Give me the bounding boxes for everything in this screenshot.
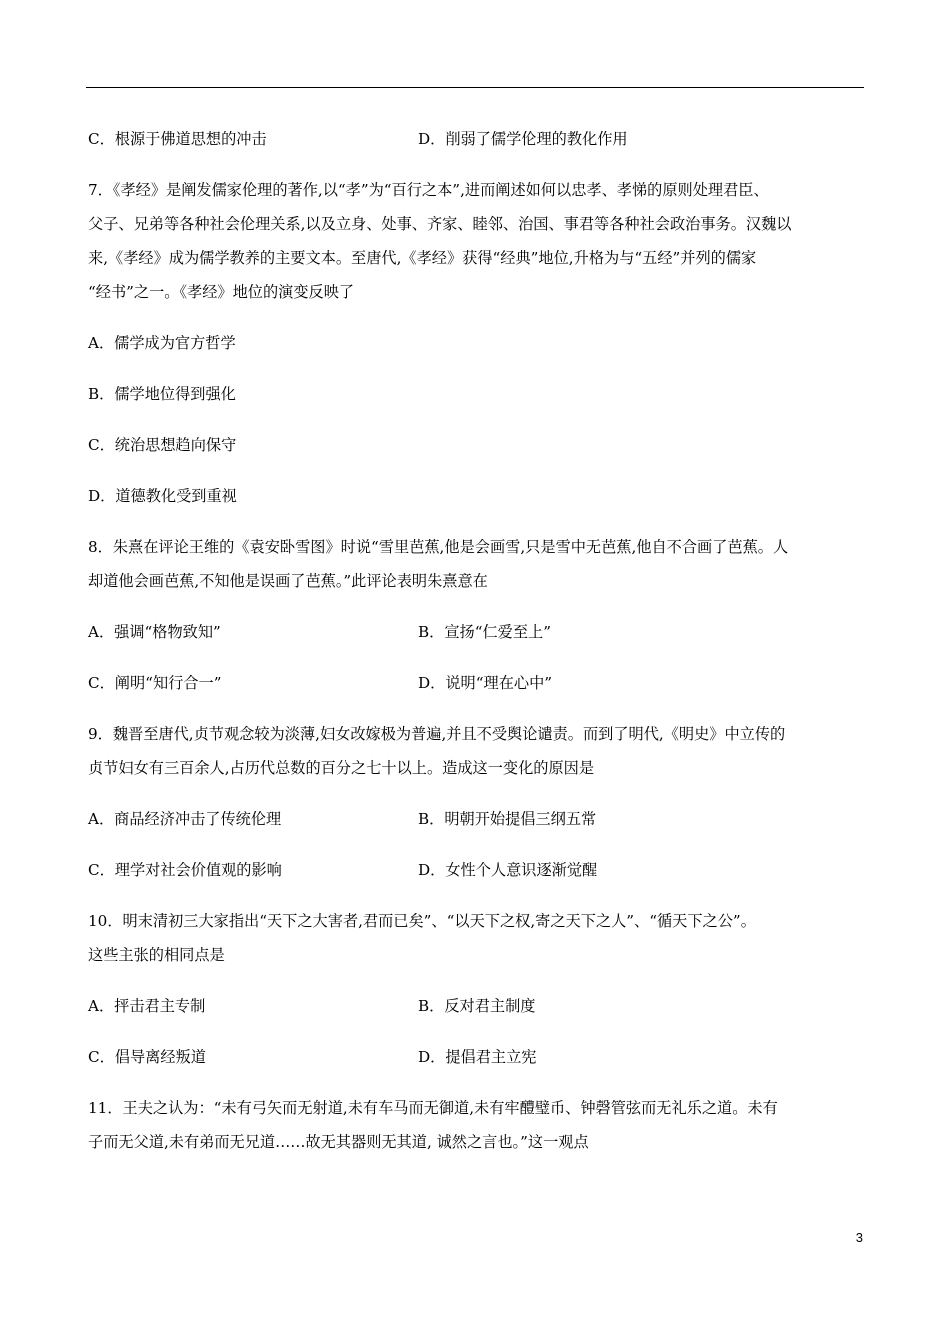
q8-option-c: C．阐明“知行合一”: [88, 674, 222, 692]
q7-option-d: D．道德教化受到重视: [88, 487, 237, 505]
q9-option-d: D．女性个人意识逐渐觉醒: [418, 861, 598, 879]
q11-stem-line-2: 子而无父道,未有弟而无兄道……故无其器则无其道, 诚然之言也。”这一观点: [88, 1133, 589, 1151]
header-rule: [86, 87, 864, 88]
q11-stem-line-1: 11．王夫之认为：“未有弓矢而无射道,未有车马而无御道,未有牢醴璧币、钟磬管弦而无礼乐之道。未有: [88, 1099, 778, 1117]
q9-options-row-2: [88, 853, 863, 887]
q9-options-row-1: [88, 802, 863, 836]
q10-options-row-1: [88, 989, 863, 1023]
q10-stem-line-1: 10．明末清初三大家指出“天下之大害者,君而已矣”、“以天下之权,寄之天下之人”、“循天下之公”。: [88, 912, 756, 930]
page-number: 3: [855, 1230, 863, 1245]
q7-option-a: A．儒学成为官方哲学: [88, 334, 236, 352]
q8-option-b: B．宣扬“仁爱至上”: [418, 623, 552, 641]
q10-option-c: C．倡导离经叛道: [88, 1048, 206, 1066]
q9-option-c: C．理学对社会价值观的影响: [88, 861, 282, 879]
q7-stem-line-3: 来,《孝经》成为儒学教养的主要文本。至唐代,《孝经》获得“经典”地位,升格为与“五经”并列的儒家: [88, 249, 757, 267]
q9-stem-line-1: 9．魏晋至唐代,贞节观念较为淡薄,妇女改嫁极为普遍,并且不受舆论谴责。而到了明代,《明史》中立传的: [88, 725, 786, 743]
q6-option-d: D．削弱了儒学伦理的教化作用: [418, 130, 628, 148]
q8-stem-line-1: 8．朱熹在评论王维的《袁安卧雪图》时说“雪里芭蕉,他是会画雪,只是雪中无芭蕉,他自不合画了芭蕉。人: [88, 538, 789, 556]
q7-stem-line-4: “经书”之一。《孝经》地位的演变反映了: [88, 283, 355, 301]
q10-option-d: D．提倡君主立宪: [418, 1048, 537, 1066]
q6-option-c: C．根源于佛道思想的冲击: [88, 130, 267, 148]
q10-options-row-2: [88, 1040, 863, 1074]
question-content: [88, 122, 863, 1159]
q6-options-row: [88, 122, 863, 156]
q8-option-d: D．说明“理在心中”: [418, 674, 553, 692]
q7-option-b: B．儒学地位得到强化: [88, 385, 236, 403]
q10-option-b: B．反对君主制度: [418, 997, 536, 1015]
q8-option-a: A．强调“格物致知”: [88, 623, 221, 641]
q10-stem-line-2: 这些主张的相同点是: [88, 946, 225, 964]
q7-option-c: C．统治思想趋向保守: [88, 436, 237, 454]
q8-stem-line-2: 却道他会画芭蕉,不知他是误画了芭蕉。”此评论表明朱熹意在: [88, 572, 488, 590]
q9-option-a: A．商品经济冲击了传统伦理: [88, 810, 282, 828]
q8-options-row-2: [88, 666, 863, 700]
q10-option-a: A．抨击君主专制: [88, 997, 206, 1015]
q9-option-b: B．明朝开始提倡三纲五常: [418, 810, 597, 828]
q8-options-row-1: [88, 615, 863, 649]
q9-stem-line-2: 贞节妇女有三百余人,占历代总数的百分之七十以上。造成这一变化的原因是: [88, 759, 595, 777]
q7-stem-line-2: 父子、兄弟等各种社会伦理关系,以及立身、处事、齐家、睦邻、治国、事君等各种社会政治事务。汉魏以: [88, 215, 792, 233]
q7-stem-line-1: 7．《孝经》是阐发儒家伦理的著作,以“孝”为“百行之本”,进而阐述如何以忠孝、孝悌的原则处理君臣、: [88, 181, 769, 199]
